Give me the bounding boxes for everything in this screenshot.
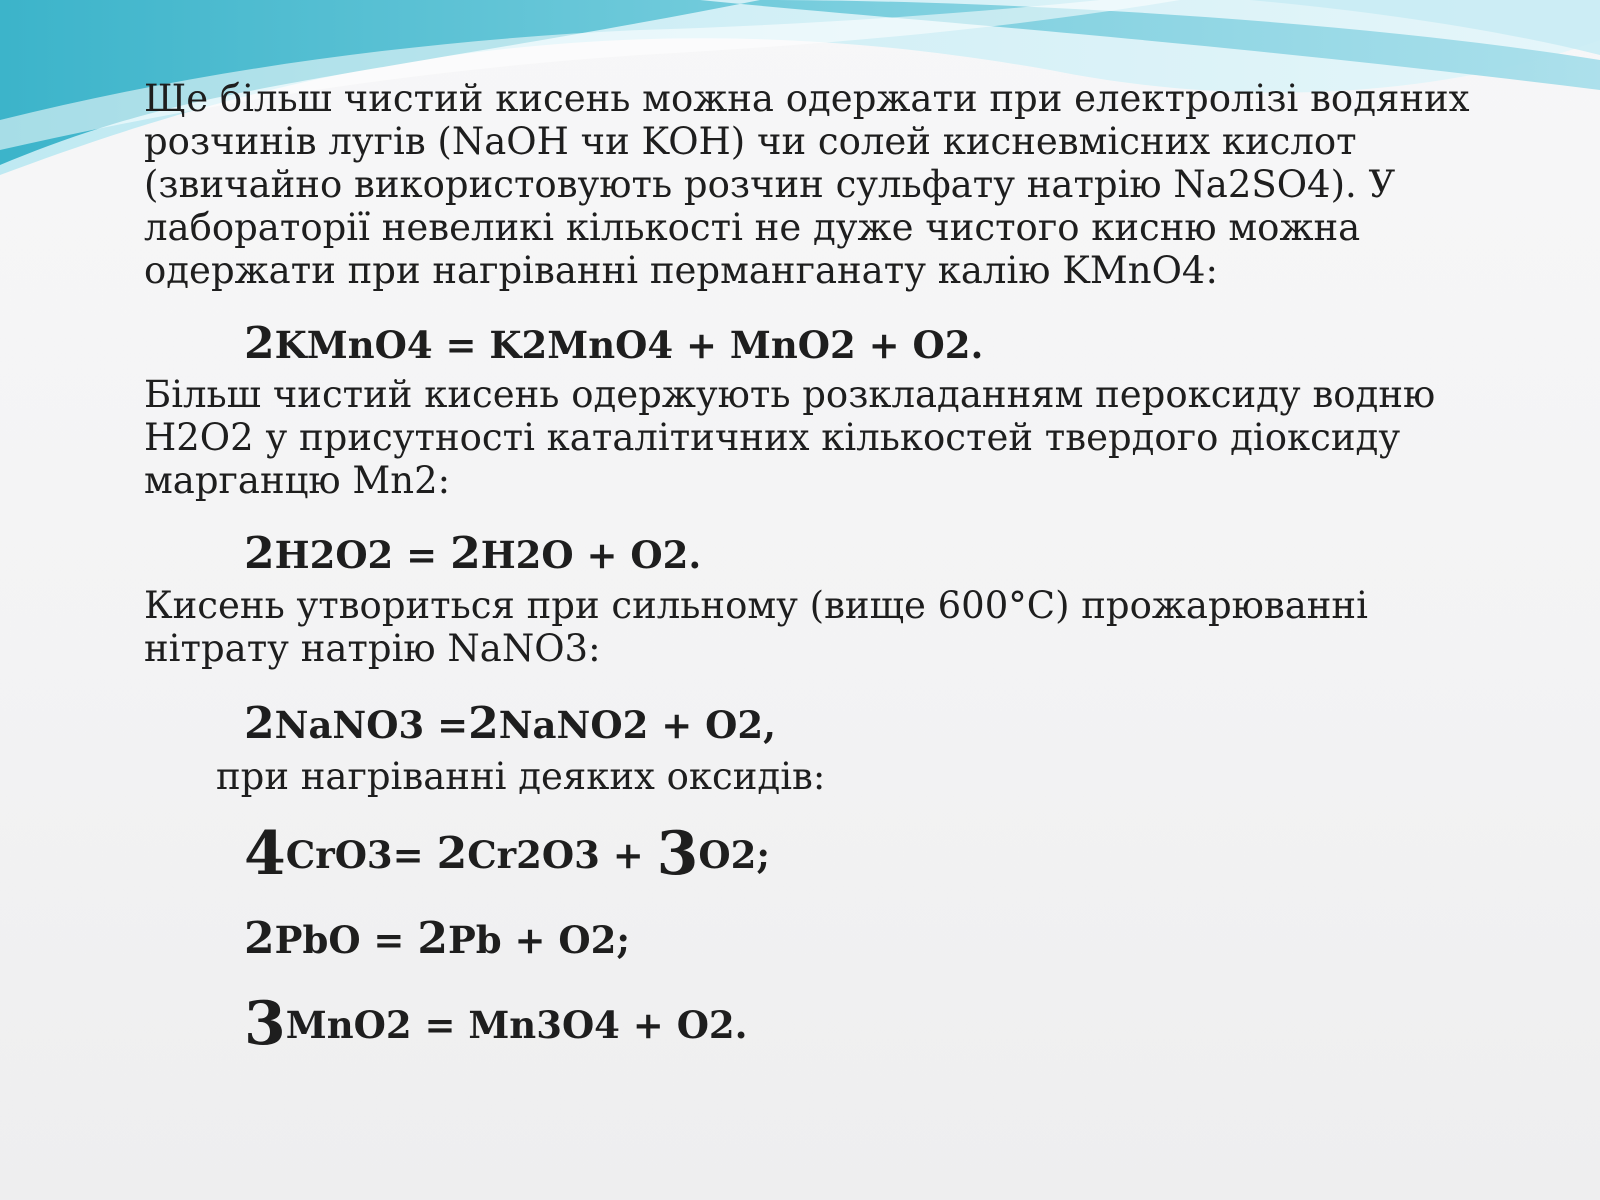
coefficient: 3 xyxy=(656,819,699,889)
equation-text: NaNO2 + O2, xyxy=(498,703,776,747)
text-line: Більш чистий кисень одержують розкладанням пероксиду водню xyxy=(144,373,1436,416)
equation-text: MnO2 = Mn3O4 + O2. xyxy=(285,1003,748,1047)
text-line: нітрату натрію NaNO3: xyxy=(144,627,601,670)
coefficient: 2 xyxy=(436,828,468,879)
coefficient: 2 xyxy=(450,528,481,579)
coefficient: 4 xyxy=(244,819,286,889)
equation-h2o2 xyxy=(244,530,701,579)
text-line: Кисень утвориться при сильному (вище 600°C) прожарюванні xyxy=(144,584,1368,627)
equation-text: NaNO3 = xyxy=(274,703,469,747)
equation-pbo xyxy=(244,915,630,964)
coefficient: 2 xyxy=(244,698,275,749)
text-line: розчинів лугів (NaOH чи KOH) чи солей кисневмісних кислот xyxy=(144,120,1357,163)
text-line: H2O2 у присутності каталітичних кількостей твердого діоксиду xyxy=(144,416,1401,459)
paragraph-oxides xyxy=(216,755,1600,798)
coefficient: 3 xyxy=(244,989,286,1059)
equation-kmno4 xyxy=(244,320,983,369)
text-line: Ще більш чистий кисень можна одержати при електролізі водяних xyxy=(144,77,1470,120)
coefficient: 2 xyxy=(468,698,499,749)
equation-cro3 xyxy=(244,819,771,889)
equation-text: Cr2O3 + xyxy=(467,833,657,877)
text-line: лабораторії невеликі кількості не дуже чистого кисню можна xyxy=(144,206,1361,249)
text-line: при нагріванні деяких оксидів: xyxy=(216,755,826,798)
coefficient: 2 xyxy=(244,913,275,964)
equation-text: Pb + O2; xyxy=(447,918,631,962)
equation-text: H2O + O2. xyxy=(480,533,702,577)
equation-text: O2; xyxy=(698,833,771,877)
equation-mno2 xyxy=(244,989,748,1059)
text-line: (звичайно використовують розчин сульфату натрію Na2SO4). У xyxy=(144,163,1396,206)
coefficient: 2 xyxy=(244,528,275,579)
text-line: одержати при нагріванні перманганату калію KMnO4: xyxy=(144,249,1218,292)
paragraph-nitrate xyxy=(144,584,1544,670)
equation-text: KMnO4 = K2MnO4 + MnO2 + O2. xyxy=(274,323,984,367)
equation-nano3 xyxy=(244,700,776,749)
text-line: марганцю Mn2: xyxy=(144,459,451,502)
coefficient: 2 xyxy=(417,913,448,964)
paragraph-peroxide xyxy=(144,373,1544,502)
equation-text: H2O2 = xyxy=(274,533,451,577)
coefficient: 2 xyxy=(244,318,275,369)
equation-text: PbO = xyxy=(274,918,418,962)
equation-text: CrO3= xyxy=(285,833,437,877)
paragraph-electrolysis xyxy=(144,77,1544,292)
